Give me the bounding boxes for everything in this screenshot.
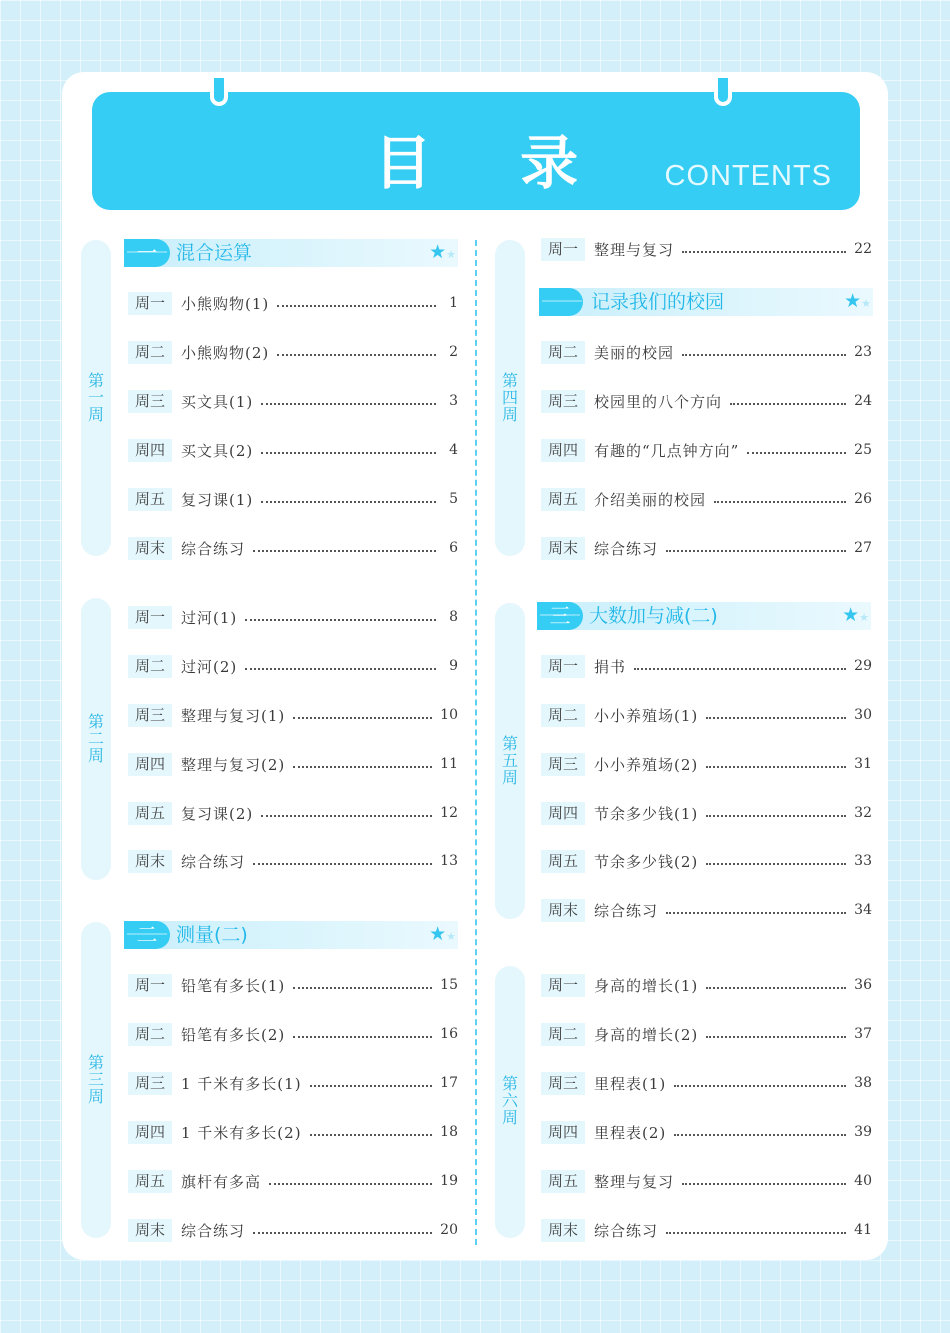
lesson-title: 小熊购物(1)	[181, 294, 270, 313]
page-number: 24	[854, 393, 872, 409]
day-tag: 周四	[128, 1121, 172, 1144]
page-number: 22	[854, 241, 872, 257]
dot-leader	[706, 766, 846, 768]
day-tag: 周末	[541, 1219, 585, 1242]
day-tag: 周五	[541, 1170, 585, 1193]
lesson-title: 综合练习	[181, 1221, 246, 1240]
page-number: 16	[440, 1026, 458, 1042]
week-label: 第三周	[87, 1053, 104, 1106]
toc-row[interactable]	[128, 973, 458, 997]
dot-leader	[261, 815, 432, 817]
unit-banner	[537, 602, 871, 630]
dot-leader	[674, 1134, 846, 1136]
unit-title: 大数加与减(二)	[589, 605, 718, 627]
dot-leader	[277, 354, 436, 356]
page-number: 4	[449, 442, 458, 458]
unit-number: 一	[124, 239, 170, 267]
dot-leader	[674, 1085, 846, 1087]
page-number: 39	[854, 1124, 872, 1140]
lesson-title: 综合练习	[594, 901, 659, 920]
day-tag: 周末	[128, 537, 172, 560]
day-tag: 周一	[128, 292, 172, 315]
unit-number: 二	[124, 921, 170, 949]
toc-row[interactable]	[541, 973, 872, 997]
unit-banner	[124, 921, 458, 949]
page-number: 3	[449, 393, 458, 409]
toc-row[interactable]	[128, 654, 458, 678]
toc-row[interactable]	[541, 487, 872, 511]
unit-title: 记录我们的校园	[591, 291, 725, 313]
toc-row[interactable]	[128, 438, 458, 462]
lesson-title: 有趣的“几点钟方向”	[594, 441, 740, 460]
day-tag: 周五	[128, 802, 172, 825]
lesson-title: 综合练习	[594, 539, 659, 558]
page-number: 40	[854, 1173, 872, 1189]
day-tag: 周二	[128, 1023, 172, 1046]
page-number: 18	[440, 1124, 458, 1140]
day-tag: 周一	[128, 606, 172, 629]
dot-leader	[706, 815, 846, 817]
toc-row[interactable]	[541, 752, 872, 776]
lesson-title: 1 千米有多长(1)	[181, 1074, 302, 1093]
dot-leader	[253, 550, 436, 552]
toc-row[interactable]	[541, 703, 872, 727]
toc-row[interactable]	[128, 1022, 458, 1046]
column-divider	[475, 240, 477, 1245]
lesson-title: 小小养殖场(1)	[594, 706, 699, 725]
lesson-title: 买文具(1)	[181, 392, 254, 411]
dot-leader	[682, 251, 846, 253]
dot-leader	[277, 305, 436, 307]
dot-leader	[706, 1036, 846, 1038]
lesson-title: 过河(1)	[181, 608, 238, 627]
lesson-title: 整理与复习(1)	[181, 706, 286, 725]
dot-leader	[310, 1134, 433, 1136]
unit-number: 三	[537, 602, 583, 630]
lesson-title: 介绍美丽的校园	[594, 490, 707, 509]
toc-row[interactable]	[128, 605, 458, 629]
unit-banner	[539, 288, 873, 316]
dot-leader	[666, 1232, 846, 1234]
week-label: 第二周	[87, 712, 104, 765]
page-number: 34	[854, 902, 872, 918]
dot-leader	[682, 354, 846, 356]
toc-row[interactable]	[128, 536, 458, 560]
week-label: 第五周	[501, 734, 518, 787]
day-tag: 周三	[541, 1072, 585, 1095]
dot-leader	[293, 717, 432, 719]
dot-leader	[747, 452, 846, 454]
toc-row[interactable]	[541, 1120, 872, 1144]
dot-leader	[261, 501, 436, 503]
page-number: 17	[440, 1075, 458, 1091]
toc-row[interactable]	[128, 801, 458, 825]
lesson-title: 旗杆有多高	[181, 1172, 262, 1191]
dot-leader	[293, 987, 432, 989]
star-icon: ★★	[429, 923, 456, 945]
lesson-title: 整理与复习(2)	[181, 755, 286, 774]
toc-row[interactable]	[128, 1120, 458, 1144]
toc-row[interactable]	[541, 389, 872, 413]
day-tag: 周一	[128, 974, 172, 997]
dot-leader	[245, 668, 436, 670]
page-number: 33	[854, 853, 872, 869]
page-subtitle: CONTENTS	[664, 160, 832, 192]
toc-row[interactable]	[128, 1071, 458, 1095]
unit-banner	[124, 239, 458, 267]
dot-leader	[293, 766, 432, 768]
dot-leader	[310, 1085, 433, 1087]
unit-title: 测量(二)	[176, 924, 248, 946]
toc-row[interactable]	[541, 340, 872, 364]
lesson-title: 美丽的校园	[594, 343, 675, 362]
day-tag: 周末	[128, 850, 172, 873]
unit-title: 混合运算	[176, 242, 253, 264]
dot-leader	[706, 717, 846, 719]
toc-row[interactable]	[541, 438, 872, 462]
toc-row[interactable]	[128, 340, 458, 364]
page-number: 12	[440, 805, 458, 821]
toc-row[interactable]	[128, 752, 458, 776]
lesson-title: 铅笔有多长(1)	[181, 976, 286, 995]
dot-leader	[269, 1183, 432, 1185]
day-tag: 周四	[128, 753, 172, 776]
page-number: 32	[854, 805, 872, 821]
day-tag: 周五	[541, 488, 585, 511]
page-number: 41	[854, 1222, 872, 1238]
dot-leader	[293, 1036, 432, 1038]
page-number: 20	[440, 1222, 458, 1238]
day-tag: 周五	[128, 488, 172, 511]
page-number: 10	[440, 707, 458, 723]
day-tag: 周三	[541, 753, 585, 776]
toc-row[interactable]	[128, 849, 458, 873]
day-tag: 周末	[541, 899, 585, 922]
day-tag: 周三	[128, 1072, 172, 1095]
page-number: 11	[440, 756, 458, 772]
page-number: 30	[854, 707, 872, 723]
toc-row[interactable]	[541, 801, 872, 825]
day-tag: 周四	[541, 439, 585, 462]
day-tag: 周二	[541, 1023, 585, 1046]
lesson-title: 整理与复习	[594, 1172, 675, 1191]
toc-row[interactable]	[541, 1169, 872, 1193]
dot-leader	[706, 987, 846, 989]
lesson-title: 过河(2)	[181, 657, 238, 676]
toc-row[interactable]	[128, 389, 458, 413]
day-tag: 周四	[541, 1121, 585, 1144]
day-tag: 周一	[541, 238, 585, 261]
contents-header	[92, 92, 860, 210]
week-label: 第一周	[87, 371, 104, 424]
lesson-title: 小小养殖场(2)	[594, 755, 699, 774]
page-number: 26	[854, 491, 872, 507]
lesson-title: 综合练习	[181, 539, 246, 558]
dot-leader	[253, 1232, 432, 1234]
page-number: 37	[854, 1026, 872, 1042]
lesson-title: 里程表(1)	[594, 1074, 667, 1093]
dot-leader	[634, 668, 846, 670]
lesson-title: 铅笔有多长(2)	[181, 1025, 286, 1044]
dot-leader	[706, 863, 846, 865]
page-number: 5	[449, 491, 458, 507]
day-tag: 周三	[128, 390, 172, 413]
lesson-title: 里程表(2)	[594, 1123, 667, 1142]
page-number: 6	[449, 540, 458, 556]
toc-row[interactable]	[541, 1218, 872, 1242]
lesson-title: 身高的增长(2)	[594, 1025, 699, 1044]
page-number: 9	[449, 658, 458, 674]
dot-leader	[666, 912, 846, 914]
toc-row[interactable]	[128, 291, 458, 315]
page-number: 19	[440, 1173, 458, 1189]
lesson-title: 复习课(1)	[181, 490, 254, 509]
toc-row[interactable]	[128, 1218, 458, 1242]
week-label: 第六周	[501, 1074, 518, 1127]
toc-row[interactable]	[128, 487, 458, 511]
dot-leader	[666, 550, 846, 552]
page-number: 2	[449, 344, 458, 360]
page-number: 23	[854, 344, 872, 360]
page-number: 15	[440, 977, 458, 993]
day-tag: 周四	[541, 802, 585, 825]
page-number: 38	[854, 1075, 872, 1091]
toc-row[interactable]	[541, 849, 872, 873]
lesson-title: 1 千米有多长(2)	[181, 1123, 302, 1142]
lesson-title: 买文具(2)	[181, 441, 254, 460]
lesson-title: 综合练习	[594, 1221, 659, 1240]
toc-row[interactable]	[541, 237, 872, 261]
dot-leader	[730, 403, 846, 405]
page-number: 27	[854, 540, 872, 556]
lesson-title: 整理与复习	[594, 240, 675, 259]
page-number: 31	[854, 756, 872, 772]
day-tag: 周二	[541, 704, 585, 727]
day-tag: 周二	[128, 655, 172, 678]
toc-row[interactable]	[541, 898, 872, 922]
binder-ring-icon	[210, 78, 228, 106]
toc-row[interactable]	[541, 654, 872, 678]
star-icon: ★★	[844, 290, 871, 312]
binder-ring-icon	[714, 78, 732, 106]
dot-leader	[682, 1183, 846, 1185]
day-tag: 周一	[541, 655, 585, 678]
dot-leader	[261, 452, 436, 454]
dot-leader	[253, 863, 432, 865]
lesson-title: 身高的增长(1)	[594, 976, 699, 995]
day-tag: 周三	[541, 390, 585, 413]
unit-number	[539, 288, 583, 316]
page-number: 8	[449, 609, 458, 625]
lesson-title: 节余多少钱(1)	[594, 804, 699, 823]
lesson-title: 复习课(2)	[181, 804, 254, 823]
toc-row[interactable]	[128, 1169, 458, 1193]
lesson-title: 综合练习	[181, 852, 246, 871]
day-tag: 周四	[128, 439, 172, 462]
page-title: 目 录	[373, 129, 613, 197]
day-tag: 周末	[128, 1219, 172, 1242]
lesson-title: 校园里的八个方向	[594, 392, 723, 411]
toc-row[interactable]	[128, 703, 458, 727]
page-number: 29	[854, 658, 872, 674]
week-label: 第四周	[501, 371, 518, 424]
lesson-title: 节余多少钱(2)	[594, 852, 699, 871]
day-tag: 周二	[128, 341, 172, 364]
toc-row[interactable]	[541, 536, 872, 560]
page-number: 13	[440, 853, 458, 869]
day-tag: 周五	[541, 850, 585, 873]
page-number: 36	[854, 977, 872, 993]
day-tag: 周五	[128, 1170, 172, 1193]
toc-row[interactable]	[541, 1022, 872, 1046]
day-tag: 周三	[128, 704, 172, 727]
dot-leader	[245, 619, 436, 621]
dot-leader	[714, 501, 846, 503]
star-icon: ★★	[842, 604, 869, 626]
day-tag: 周末	[541, 537, 585, 560]
toc-row[interactable]	[541, 1071, 872, 1095]
page-number: 1	[449, 295, 458, 311]
day-tag: 周一	[541, 974, 585, 997]
lesson-title: 捐书	[594, 657, 627, 676]
dot-leader	[261, 403, 436, 405]
star-icon: ★★	[429, 241, 456, 263]
page-number: 25	[854, 442, 872, 458]
lesson-title: 小熊购物(2)	[181, 343, 270, 362]
day-tag: 周二	[541, 341, 585, 364]
